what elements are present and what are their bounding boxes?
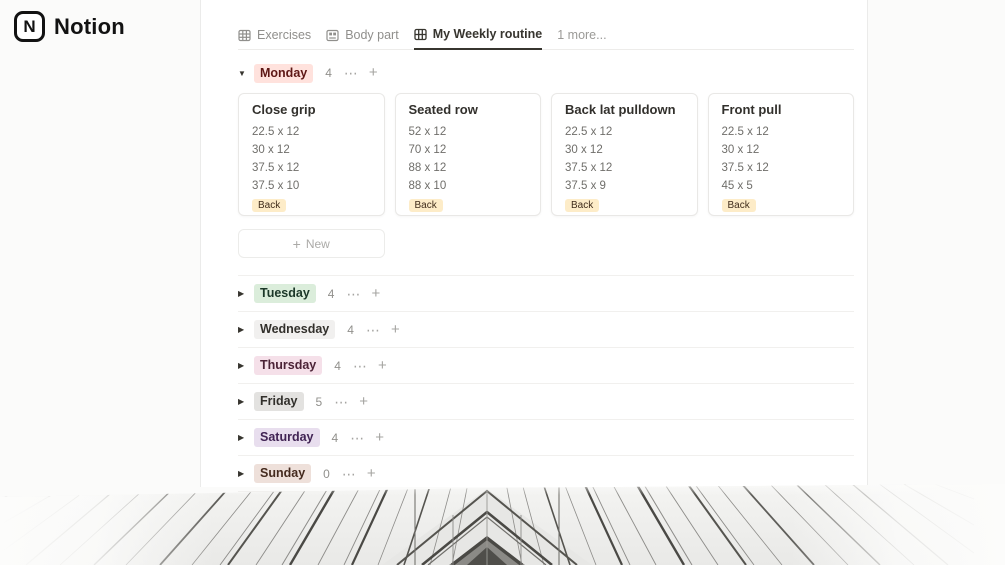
group-more-icon[interactable]: ⋯ — [334, 393, 350, 410]
card-set: 22.5 x 12 — [721, 126, 769, 138]
tab-my-weekly-routine[interactable] — [414, 27, 543, 50]
group-row-wednesday[interactable] — [238, 312, 854, 348]
group-add-icon[interactable]: + — [366, 464, 376, 482]
plus-icon: + — [292, 235, 301, 252]
card-set: 37.5 x 12 — [721, 162, 769, 174]
group-count: 4 — [325, 66, 332, 80]
notion-wordmark: Notion — [54, 13, 125, 39]
exercise-card-seated-row[interactable] — [395, 93, 542, 216]
muscle-tag: Back — [722, 199, 756, 212]
new-card-button[interactable] — [238, 229, 385, 258]
expand-toggle-icon[interactable]: ▶ — [238, 325, 245, 334]
card-grid — [238, 93, 854, 216]
card-set: 88 x 12 — [408, 162, 447, 174]
notion-logo-letter: N — [23, 16, 36, 36]
tab-label: 1 more... — [557, 28, 607, 42]
card-set: 37.5 x 10 — [252, 180, 300, 192]
group-row-tuesday[interactable] — [238, 276, 854, 312]
card-set: 22.5 x 12 — [565, 126, 613, 138]
expand-toggle-icon[interactable]: ▶ — [238, 361, 245, 370]
card-set: 45 x 5 — [721, 180, 753, 192]
group-add-icon[interactable]: + — [375, 428, 384, 446]
group-count: 5 — [315, 394, 323, 409]
collapse-toggle-icon[interactable]: ▼ — [238, 68, 246, 78]
group-more-icon[interactable]: ⋯ — [343, 65, 359, 81]
new-card-button-label: New — [305, 236, 330, 251]
tab-body-part[interactable] — [326, 28, 399, 49]
muscle-tag: Back — [252, 199, 286, 212]
group-more-icon[interactable]: ⋯ — [352, 357, 368, 374]
group-tag-wednesday[interactable]: Wednesday — [254, 320, 335, 339]
group-add-icon[interactable]: + — [377, 356, 387, 374]
tab-more-views[interactable] — [557, 28, 606, 49]
tab-exercises[interactable] — [238, 28, 311, 49]
card-set: 88 x 10 — [408, 180, 447, 192]
group-add-icon[interactable]: + — [359, 392, 368, 410]
card-set: 30 x 12 — [721, 144, 760, 156]
group-header-monday — [238, 63, 854, 83]
card-title: Seated row — [408, 102, 478, 117]
group-row-friday[interactable] — [238, 384, 854, 420]
group-more-icon[interactable]: ⋯ — [365, 321, 381, 338]
muscle-tag: Back — [409, 199, 443, 212]
table-view-icon — [238, 29, 251, 42]
exercise-card-front-pull[interactable] — [708, 93, 855, 216]
card-title: Close grip — [252, 102, 316, 117]
expand-toggle-icon[interactable]: ▶ — [238, 397, 245, 406]
architecture-cover-photo — [0, 483, 1005, 565]
group-tag-thursday[interactable]: Thursday — [254, 356, 322, 375]
database-panel — [200, 0, 868, 487]
group-more-icon[interactable]: ⋯ — [341, 465, 357, 482]
group-list — [238, 275, 854, 492]
card-set: 70 x 12 — [408, 144, 447, 156]
expand-toggle-icon[interactable]: ▶ — [238, 289, 245, 298]
gallery-view-icon — [326, 29, 339, 42]
exercise-card-back-lat-pulldown[interactable] — [551, 93, 698, 216]
notion-logo[interactable] — [14, 11, 125, 42]
group-row-saturday[interactable] — [238, 420, 854, 456]
card-title: Back lat pulldown — [565, 102, 676, 117]
group-count: 0 — [323, 466, 330, 481]
card-set: 37.5 x 12 — [252, 162, 300, 174]
group-tag-saturday[interactable]: Saturday — [254, 428, 320, 447]
group-row-sunday[interactable] — [238, 456, 854, 492]
board-view-icon — [414, 28, 427, 41]
tab-label: My Weekly routine — [432, 27, 543, 41]
group-tag-friday[interactable]: Friday — [254, 392, 304, 411]
group-tag-sunday[interactable]: Sunday — [254, 464, 311, 483]
group-tag-monday[interactable]: Monday — [254, 64, 313, 83]
group-count: 4 — [327, 286, 335, 301]
exercise-card-close-grip[interactable] — [238, 93, 385, 216]
tab-label: Exercises — [257, 28, 312, 42]
card-set: 37.5 x 12 — [565, 162, 613, 174]
group-row-thursday[interactable] — [238, 348, 854, 384]
group-tag-tuesday[interactable]: Tuesday — [254, 284, 316, 303]
group-add-icon[interactable]: + — [390, 320, 400, 338]
group-more-icon[interactable]: ⋯ — [346, 285, 362, 302]
card-set: 30 x 12 — [565, 144, 603, 156]
group-more-icon[interactable]: ⋯ — [350, 429, 366, 446]
group-count: 4 — [347, 322, 354, 337]
notion-logo-icon — [14, 11, 45, 42]
card-set: 22.5 x 12 — [252, 126, 300, 138]
card-set: 30 x 12 — [252, 144, 290, 156]
group-add-icon[interactable]: + — [368, 64, 378, 81]
card-set: 52 x 12 — [408, 126, 447, 138]
group-count: 4 — [331, 430, 339, 445]
tab-label: Body part — [345, 28, 399, 42]
muscle-tag: Back — [565, 199, 599, 212]
expand-toggle-icon[interactable]: ▶ — [238, 433, 245, 442]
group-add-icon[interactable]: + — [371, 284, 381, 302]
expand-toggle-icon[interactable]: ▶ — [238, 469, 245, 478]
view-tabbar — [238, 27, 854, 50]
card-set: 37.5 x 9 — [565, 180, 606, 192]
card-title: Front pull — [721, 102, 782, 117]
group-count: 4 — [334, 358, 341, 373]
